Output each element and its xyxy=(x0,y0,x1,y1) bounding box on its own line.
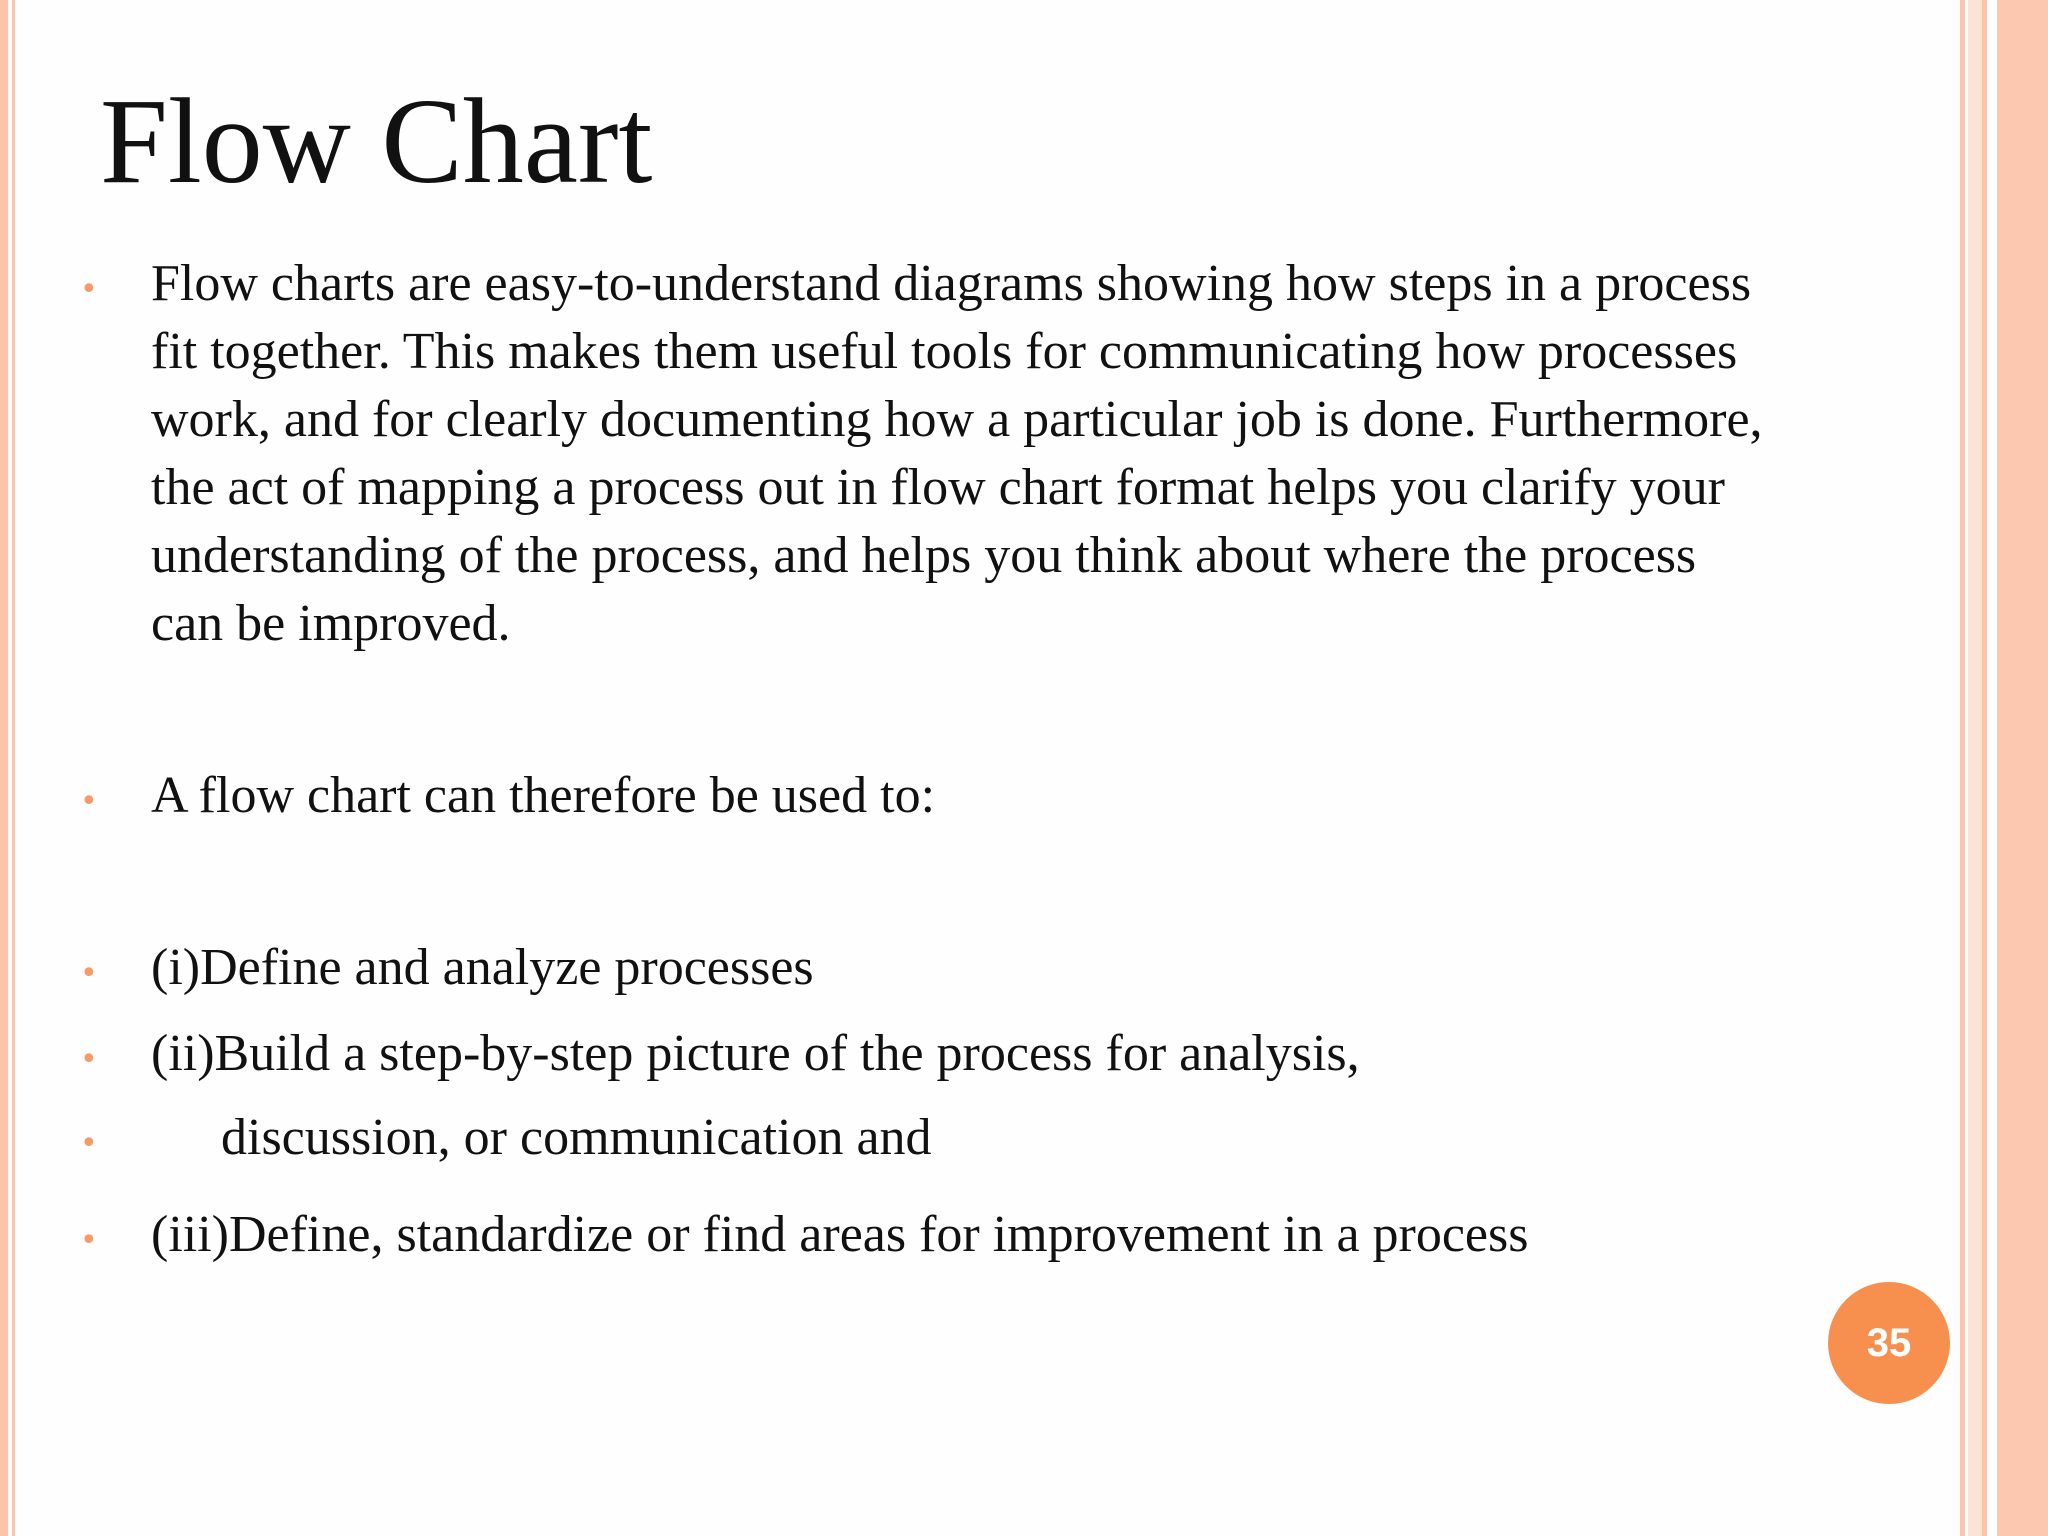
bullet-icon: • xyxy=(80,784,98,819)
bullet-icon: • xyxy=(80,1042,98,1077)
bullet-text: discussion, or communication and xyxy=(221,1109,932,1166)
right-border-band xyxy=(1997,0,2048,1536)
bullet-text: (i)Define and analyze processes xyxy=(151,939,814,996)
paragraph-line: the act of mapping a process out in flow chart format helps you clarify your xyxy=(151,459,1725,516)
paragraph-line: understanding of the process, and helps you think about where the process xyxy=(151,527,1697,584)
bullet-item xyxy=(80,934,1920,1004)
bullet-icon: • xyxy=(80,1223,98,1258)
right-border-stripe-light xyxy=(1968,0,1982,1536)
bullet-item xyxy=(80,1104,1920,1174)
paragraph-line: Flow charts are easy-to-understand diagrams showing how steps in a process xyxy=(151,255,1752,312)
bullet-icon: • xyxy=(80,956,98,991)
bullet-icon: • xyxy=(80,1126,98,1161)
left-border-stripe xyxy=(0,0,8,1536)
paragraph-line: can be improved. xyxy=(151,595,511,652)
bullet-text: (ii)Build a step-by-step picture of the process for analysis, xyxy=(151,1025,1360,1082)
left-border-stripe-thin xyxy=(12,0,15,1536)
intro-paragraph xyxy=(151,250,2011,658)
bullet-item xyxy=(80,762,1920,832)
bullet-item-intro xyxy=(80,250,1920,670)
bullet-text: A flow chart can therefore be used to: xyxy=(151,767,936,824)
bullet-text: (iii)Define, standardize or find areas for improvement in a process xyxy=(151,1206,1529,1263)
paragraph-line: fit together. This makes them useful tools for communicating how processes xyxy=(151,323,1738,380)
bullet-item xyxy=(80,1201,1920,1271)
right-border-gap xyxy=(1987,0,1997,1536)
bullet-icon: • xyxy=(80,272,98,307)
page-number-badge: 35 xyxy=(1828,1282,1950,1404)
slide-title: Flow Chart xyxy=(100,74,653,209)
paragraph-line: work, and for clearly documenting how a particular job is done. Furthermore, xyxy=(151,391,1763,448)
bullet-item xyxy=(80,1020,1920,1090)
right-border-stripe xyxy=(1960,0,1965,1536)
